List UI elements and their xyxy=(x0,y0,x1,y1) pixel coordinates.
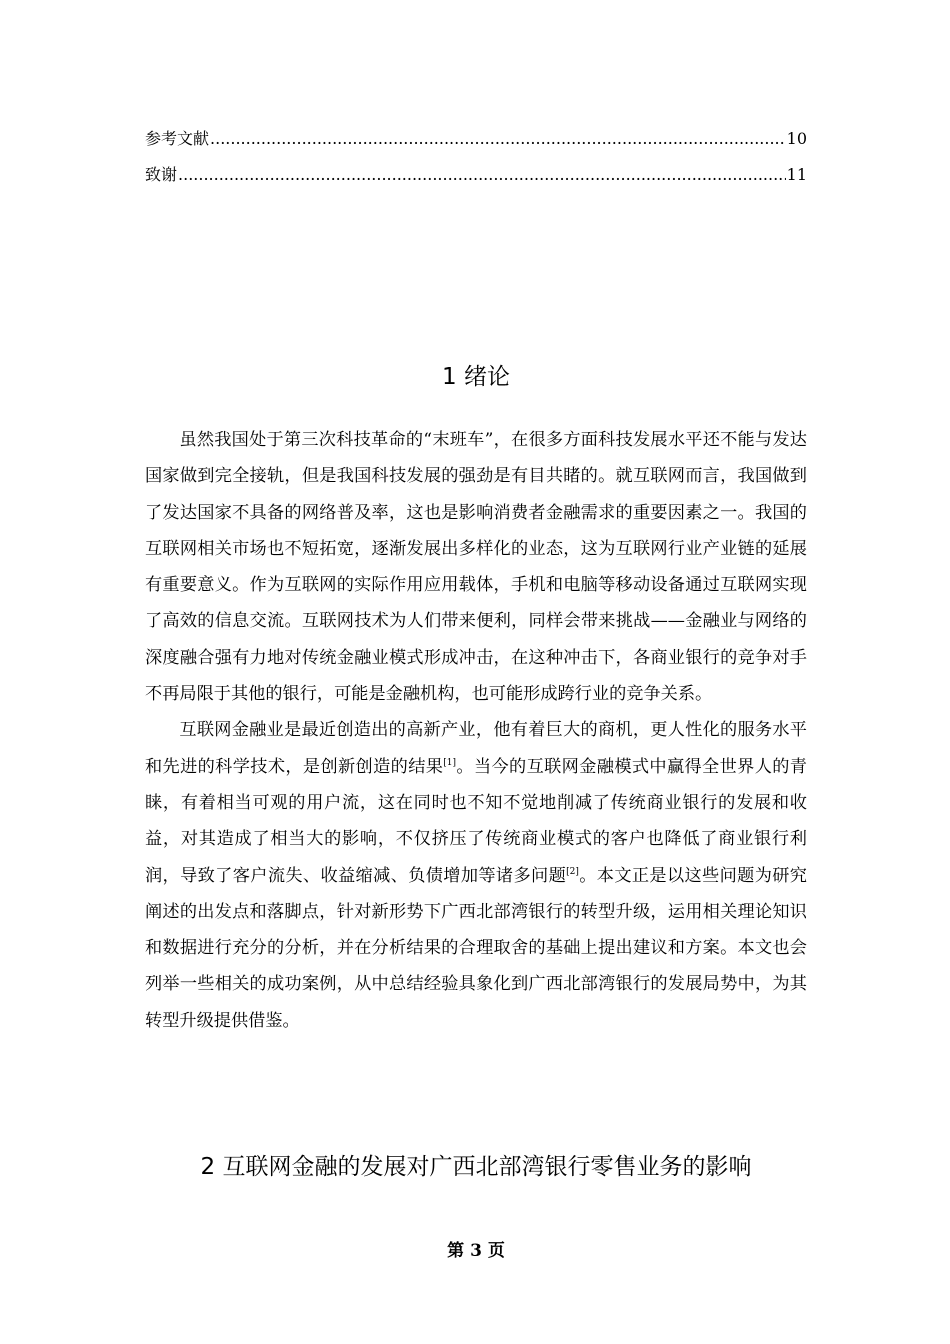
citation-ref[interactable]: [1] xyxy=(443,757,457,768)
toc-dot-leader xyxy=(210,124,786,154)
table-of-contents xyxy=(145,124,807,196)
section-heading-introduction: 1 绪论 xyxy=(442,364,510,390)
paragraph: 虽然我国处于第三次科技革命的“末班车”，在很多方面科技发展水平还不能与发达国家做到完全接轨，但是我国科技发展的强劲是有目共睹的。就互联网而言，我国做到了发达国家不具备的网络普及率，这也是影响消费者金融需求的重要因素之一。我国的互联网相关市场也不短拓宽，逐渐发展出多样化的业态，这为互联网行业产业链的延展有重要意义。作为互联网的实际作用应用载体，手机和电脑等移动设备通过互联网实现了高效的信息交流。互联网技术为人们带来便利，同样会带来挑战——金融业与网络的深度融合强有力地对传统金融业模式形成冲击，在这种冲击下，各商业银行的竞争对手不再局限于其他的银行，可能是金融机构，也可能形成跨行业的竞争关系。 xyxy=(145,430,807,705)
toc-entry-references[interactable] xyxy=(145,124,807,160)
toc-entry-page: 10 xyxy=(786,129,807,148)
section-heading-impact: 2 互联网金融的发展对广西北部湾银行零售业务的影响 xyxy=(200,1154,752,1180)
toc-entry-acknowledgements[interactable] xyxy=(145,160,807,196)
paragraph xyxy=(145,712,807,1039)
toc-entry-label: 致谢 xyxy=(145,165,178,184)
paragraph-text: 互联网金融业是最近创造出的高新产业，他有着巨大的商机，更人性化的服务水平和先进的科学技术，是创新创造的结果 xyxy=(145,720,807,777)
section-body-introduction xyxy=(145,422,807,1039)
paragraph-text: 。本文正是以这些问题为研究阐述的出发点和落脚点，针对新形势下广西北部湾银行的转型升级，运用相关理论知识和数据进行充分的分析，并在分析结果的合理取舍的基础上提出建议和方案。本文也会列举一些相关的成功案例，从中总结经验具象化到广西北部湾银行的发展局势中，为其转型升级提供借鉴。 xyxy=(145,865,807,1031)
toc-entry-page: 11 xyxy=(786,165,807,184)
toc-entry-label: 参考文献 xyxy=(145,129,210,148)
page-number-footer: 第 3 页 xyxy=(447,1241,505,1261)
citation-ref[interactable]: [2] xyxy=(566,866,579,877)
toc-dot-leader xyxy=(178,160,786,190)
paragraph-text: 。当今的互联网金融模式中赢得全世界人的青睐，有着相当可观的用户流，这在同时也不知不觉地削减了传统商业银行的发展和收益，对其造成了相当大的影响，不仅挤压了传统商业模式的客户也降低了商业银行利润，导致了客户流失、收益缩减、负债增加等诸多问题 xyxy=(145,756,807,886)
